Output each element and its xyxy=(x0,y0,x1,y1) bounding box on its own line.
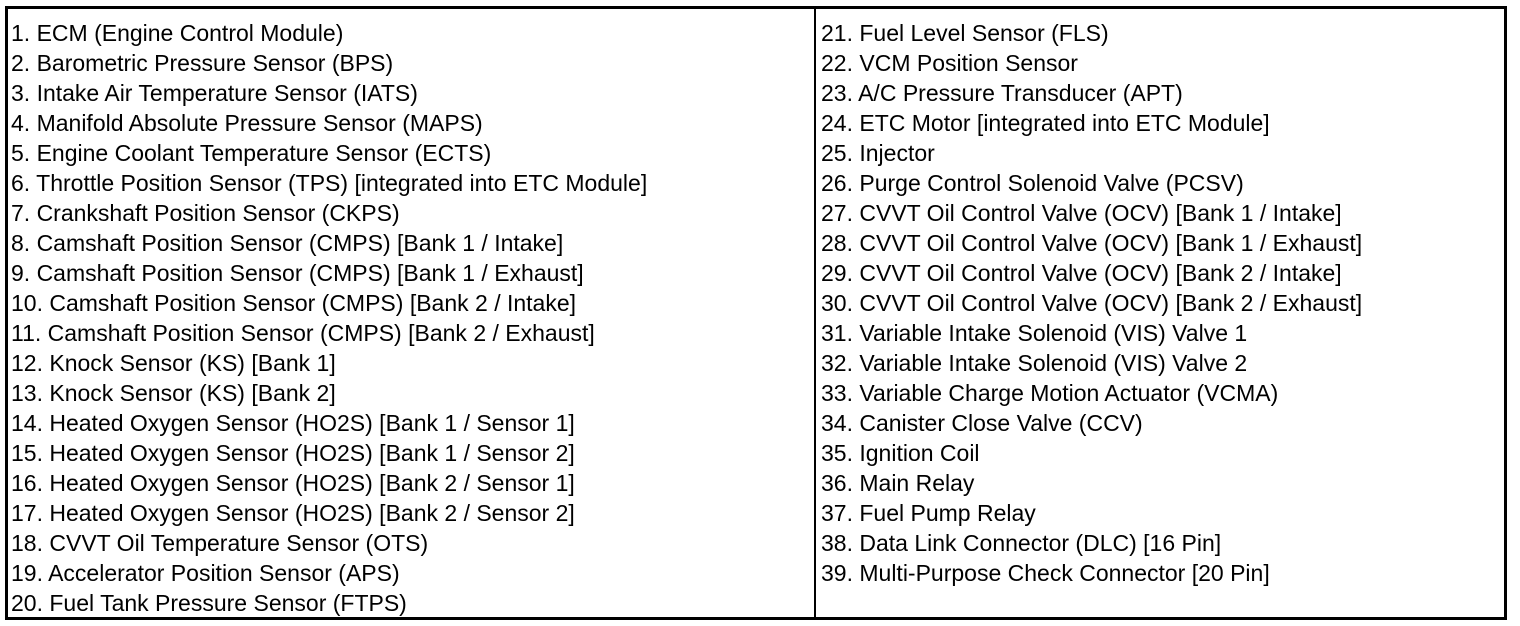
legend-item: 7. Crankshaft Position Sensor (CKPS) xyxy=(11,200,400,226)
legend-item: 2. Barometric Pressure Sensor (BPS) xyxy=(11,50,394,76)
legend-item: 12. Knock Sensor (KS) [Bank 1] xyxy=(11,350,336,376)
legend-item: 31. Variable Intake Solenoid (VIS) Valve 1 xyxy=(821,320,1248,346)
legend-item: 29. CVVT Oil Control Valve (OCV) [Bank 2 / Intake] xyxy=(821,260,1342,286)
legend-right-column xyxy=(816,9,1504,617)
legend-item: 38. Data Link Connector (DLC) [16 Pin] xyxy=(821,530,1222,556)
legend-item: 13. Knock Sensor (KS) [Bank 2] xyxy=(11,380,336,406)
legend-item: 37. Fuel Pump Relay xyxy=(821,500,1036,526)
legend-item: 17. Heated Oxygen Sensor (HO2S) [Bank 2 / Sensor 2] xyxy=(11,500,575,526)
legend-item: 36. Main Relay xyxy=(821,470,975,496)
legend-item: 34. Canister Close Valve (CCV) xyxy=(821,410,1143,436)
legend-item: 26. Purge Control Solenoid Valve (PCSV) xyxy=(821,170,1244,196)
legend-item: 14. Heated Oxygen Sensor (HO2S) [Bank 1 / Sensor 1] xyxy=(11,410,575,436)
legend-item: 21. Fuel Level Sensor (FLS) xyxy=(821,20,1109,46)
legend-item: 19. Accelerator Position Sensor (APS) xyxy=(11,560,400,586)
legend-item: 24. ETC Motor [integrated into ETC Module] xyxy=(821,110,1270,136)
legend-item: 30. CVVT Oil Control Valve (OCV) [Bank 2 / Exhaust] xyxy=(821,290,1363,316)
legend-item: 25. Injector xyxy=(821,140,935,166)
legend-item: 9. Camshaft Position Sensor (CMPS) [Bank 1 / Exhaust] xyxy=(11,260,584,286)
legend-item: 20. Fuel Tank Pressure Sensor (FTPS) xyxy=(11,590,407,616)
legend-item: 3. Intake Air Temperature Sensor (IATS) xyxy=(11,80,418,106)
legend-item: 22. VCM Position Sensor xyxy=(821,50,1078,76)
legend-item: 6. Throttle Position Sensor (TPS) [integrated into ETC Module] xyxy=(11,170,648,196)
legend-item: 4. Manifold Absolute Pressure Sensor (MAPS) xyxy=(11,110,483,136)
legend-item: 8. Camshaft Position Sensor (CMPS) [Bank 1 / Intake] xyxy=(11,230,564,256)
legend-item: 5. Engine Coolant Temperature Sensor (ECTS) xyxy=(11,140,492,166)
legend-item: 27. CVVT Oil Control Valve (OCV) [Bank 1 / Intake] xyxy=(821,200,1342,226)
legend-item: 18. CVVT Oil Temperature Sensor (OTS) xyxy=(11,530,429,556)
legend-item: 33. Variable Charge Motion Actuator (VCMA) xyxy=(821,380,1279,406)
legend-item: 10. Camshaft Position Sensor (CMPS) [Bank 2 / Intake] xyxy=(11,290,577,316)
legend-item: 32. Variable Intake Solenoid (VIS) Valve 2 xyxy=(821,350,1248,376)
legend-item: 15. Heated Oxygen Sensor (HO2S) [Bank 1 / Sensor 2] xyxy=(11,440,575,466)
legend-item: 39. Multi-Purpose Check Connector [20 Pin] xyxy=(821,560,1270,586)
legend-item: 11. Camshaft Position Sensor (CMPS) [Bank 2 / Exhaust] xyxy=(11,320,595,346)
legend-item: 35. Ignition Coil xyxy=(821,440,980,466)
legend-left-column xyxy=(8,9,816,617)
component-legend-table xyxy=(5,6,1507,620)
legend-item: 23. A/C Pressure Transducer (APT) xyxy=(821,80,1183,106)
legend-item: 16. Heated Oxygen Sensor (HO2S) [Bank 2 / Sensor 1] xyxy=(11,470,575,496)
legend-item: 28. CVVT Oil Control Valve (OCV) [Bank 1 / Exhaust] xyxy=(821,230,1363,256)
legend-item: 1. ECM (Engine Control Module) xyxy=(11,20,344,46)
